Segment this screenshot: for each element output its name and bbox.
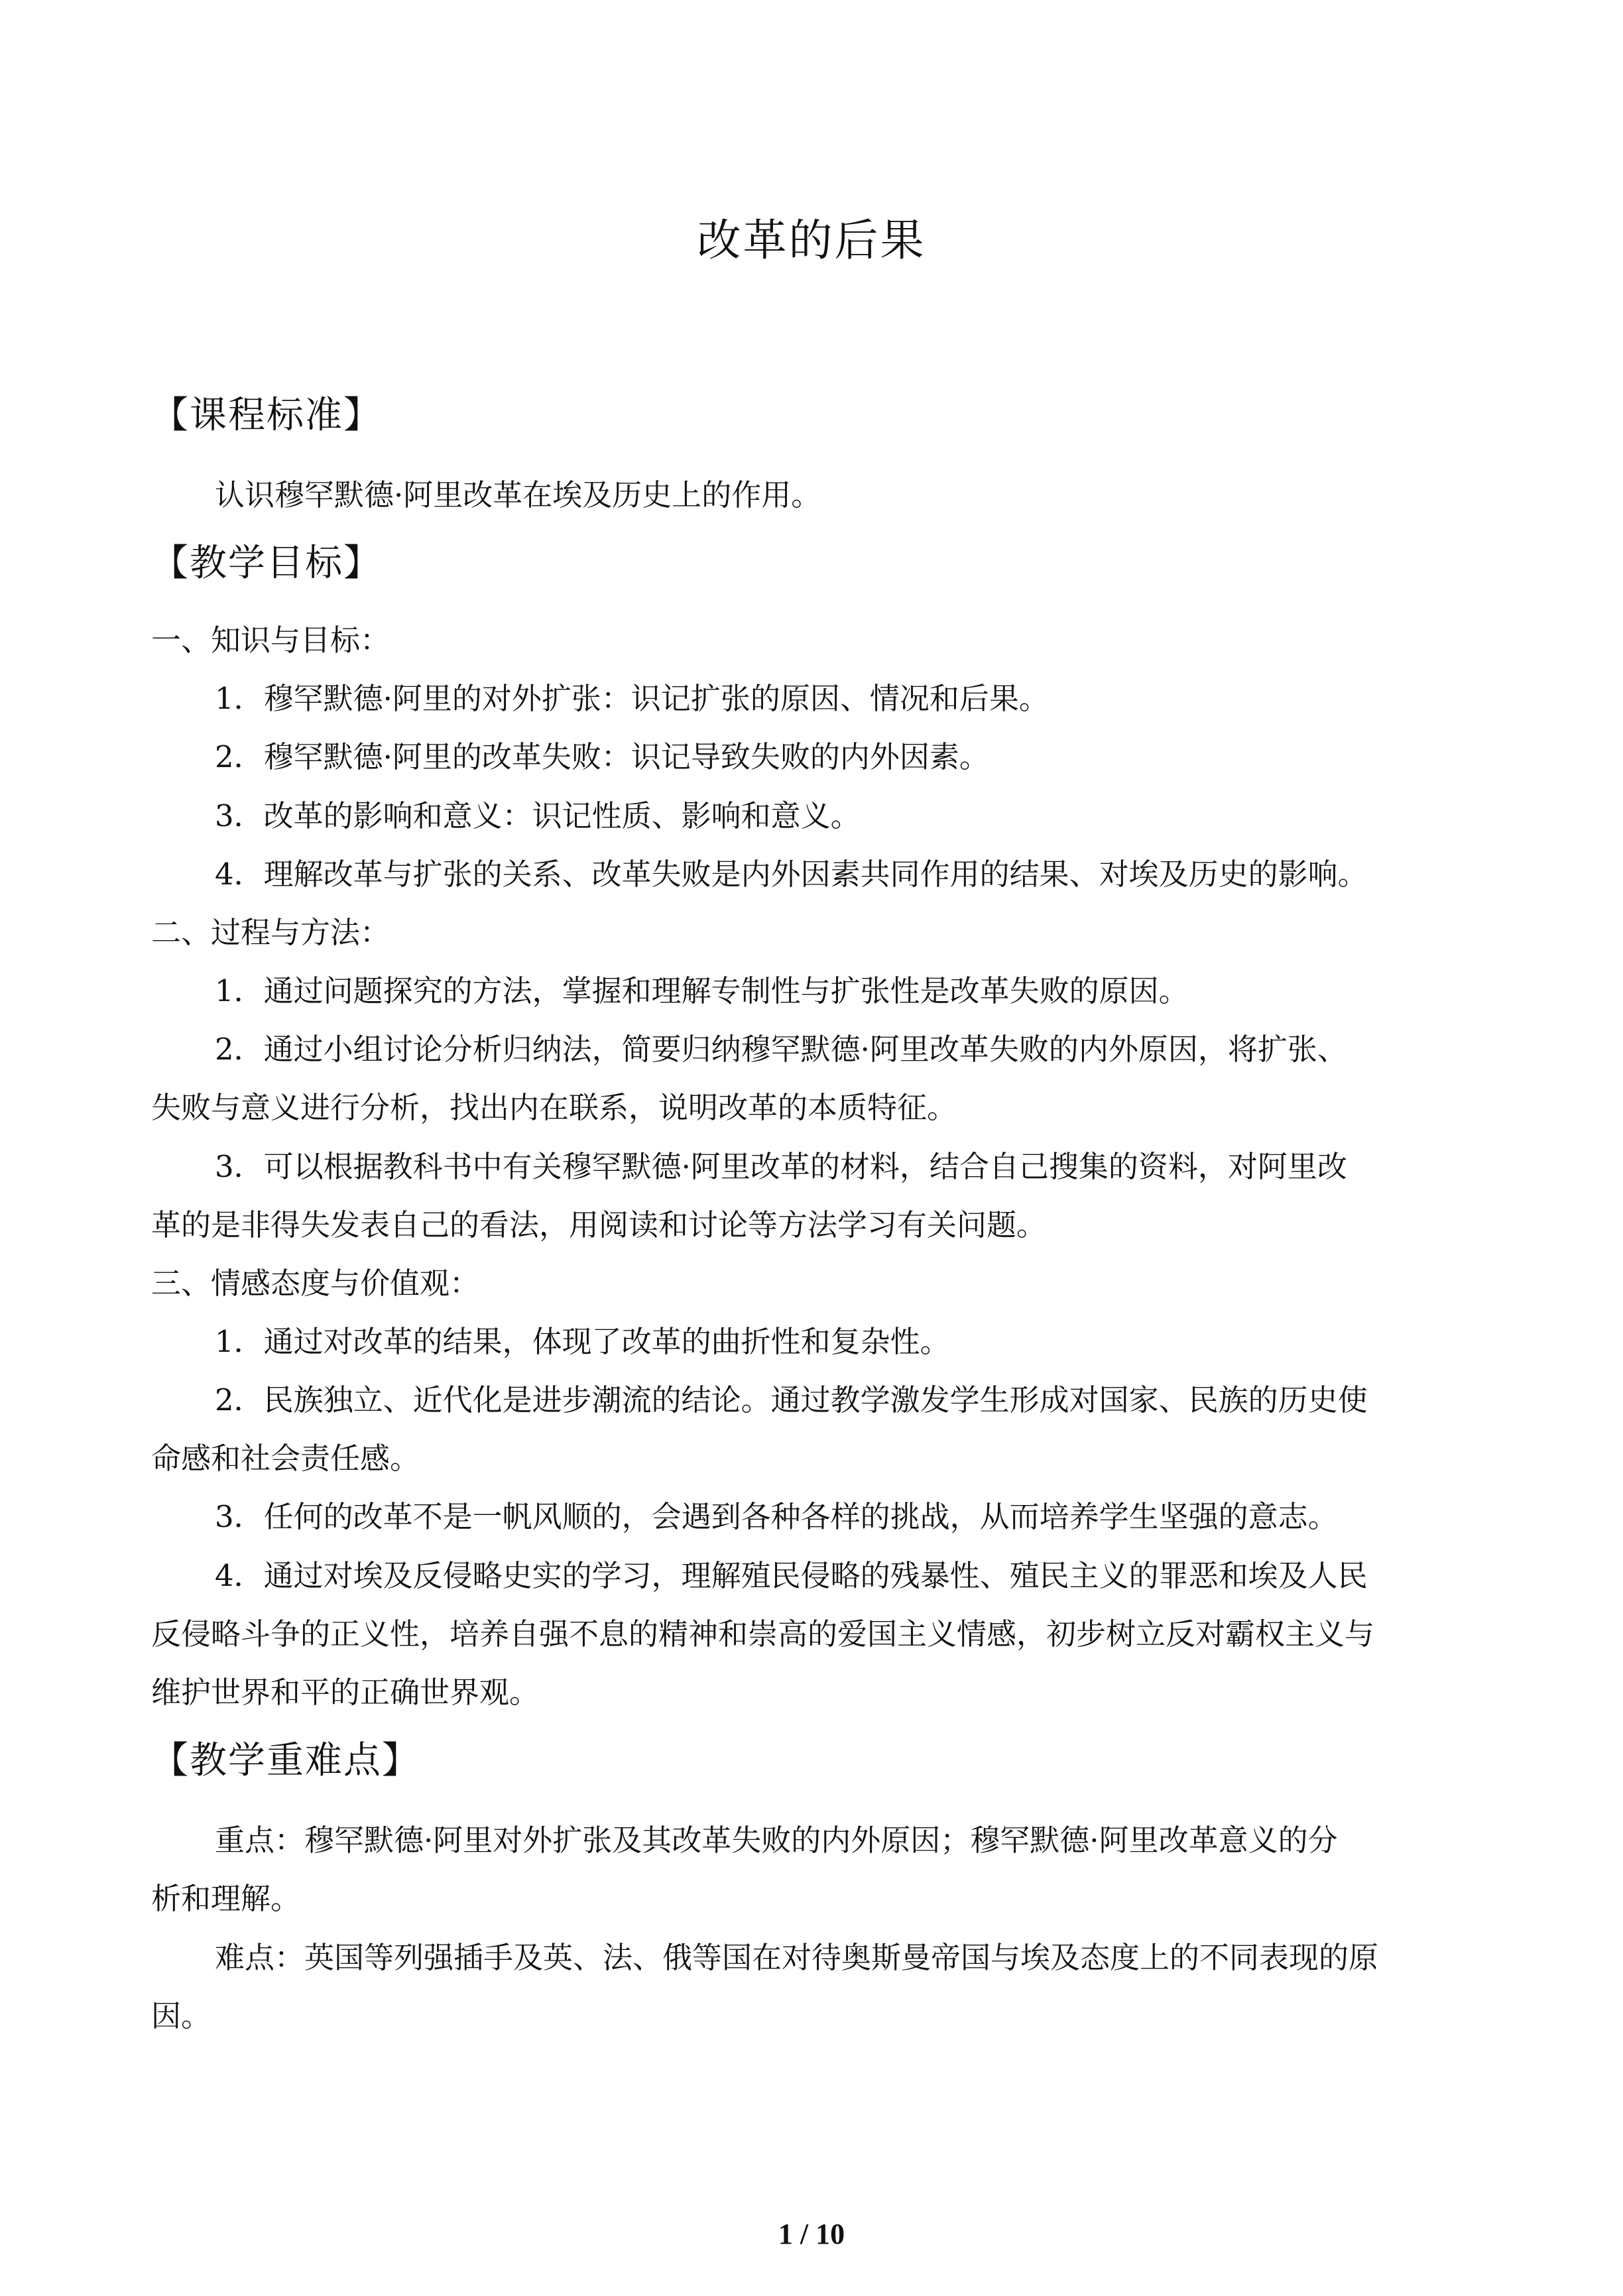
- objectives-part3-item4-line2: 反侵略斗争的正义性，培养自强不息的精神和崇高的爱国主义情感，初步树立反对霸权主义与: [151, 1616, 1375, 1652]
- objectives-part1-item4: 4．理解改革与扩张的关系、改革失败是内外因素共同作用的结果、对埃及历史的影响。: [215, 857, 1368, 892]
- key-points-focus-line1: 重点：穆罕默德·阿里对外扩张及其改革失败的内外原因；穆罕默德·阿里改革意义的分: [215, 1823, 1338, 1858]
- section-heading-objectives: 【教学目标】: [151, 542, 382, 585]
- key-points-focus-line2: 析和理解。: [151, 1881, 301, 1916]
- objectives-part3-item2-line1: 2．民族独立、近代化是进步潮流的结论。通过教学激发学生形成对国家、民族的历史使: [215, 1382, 1368, 1418]
- objectives-part1-title: 一、知识与目标：: [151, 623, 391, 658]
- section-heading-standard: 【课程标准】: [151, 394, 382, 437]
- objectives-part3-item4-line3: 维护世界和平的正确世界观。: [151, 1675, 540, 1710]
- objectives-part2-item2-line1: 2．通过小组讨论分析归纳法，简要归纳穆罕默德·阿里改革失败的内外原因，将扩张、: [215, 1032, 1347, 1067]
- objectives-part3-item3: 3．任何的改革不是一帆风顺的，会遇到各种各样的挑战，从而培养学生坚强的意志。: [215, 1499, 1338, 1534]
- objectives-part3-item2-line2: 命感和社会责任感。: [151, 1441, 420, 1476]
- objectives-part2-item3-line2: 革的是非得失发表自己的看法，用阅读和讨论等方法学习有关问题。: [151, 1207, 1047, 1242]
- objectives-part3-title: 三、情感态度与价值观：: [151, 1266, 480, 1301]
- objectives-part3-item4-line1: 4．通过对埃及反侵略史实的学习，理解殖民侵略的残暴性、殖民主义的罪恶和埃及人民: [215, 1558, 1368, 1593]
- objectives-part1-item1: 1．穆罕默德·阿里的对外扩张：识记扩张的原因、情况和后果。: [215, 681, 1049, 716]
- objectives-part2-item2-line2: 失败与意义进行分析，找出内在联系，说明改革的本质特征。: [151, 1090, 957, 1125]
- key-points-difficulty-line2: 因。: [151, 1998, 211, 2033]
- objectives-part1-item2: 2．穆罕默德·阿里的改革失败：识记导致失败的内外因素。: [215, 739, 989, 774]
- section-heading-key-points: 【教学重难点】: [151, 1739, 420, 1782]
- objectives-part3-item1: 1．通过对改革的结果，体现了改革的曲折性和复杂性。: [215, 1324, 950, 1359]
- objectives-part1-item3: 3．改革的影响和意义：识记性质、影响和意义。: [215, 798, 861, 833]
- key-points-difficulty-line1: 难点：英国等列强插手及英、法、俄等国在对待奥斯曼帝国与埃及态度上的不同表现的原: [215, 1940, 1379, 1975]
- objectives-part2-title: 二、过程与方法：: [151, 915, 391, 950]
- objectives-part2-item3-line1: 3．可以根据教科书中有关穆罕默德·阿里改革的材料，结合自己搜集的资料，对阿里改: [215, 1149, 1347, 1184]
- standard-text: 认识穆罕默德·阿里改革在埃及历史上的作用。: [215, 477, 821, 513]
- document-title: 改革的后果: [697, 215, 926, 266]
- objectives-part2-item1: 1．通过问题探究的方法，掌握和理解专制性与扩张性是改革失败的原因。: [215, 973, 1189, 1008]
- page-number: 1 / 10: [778, 2218, 845, 2250]
